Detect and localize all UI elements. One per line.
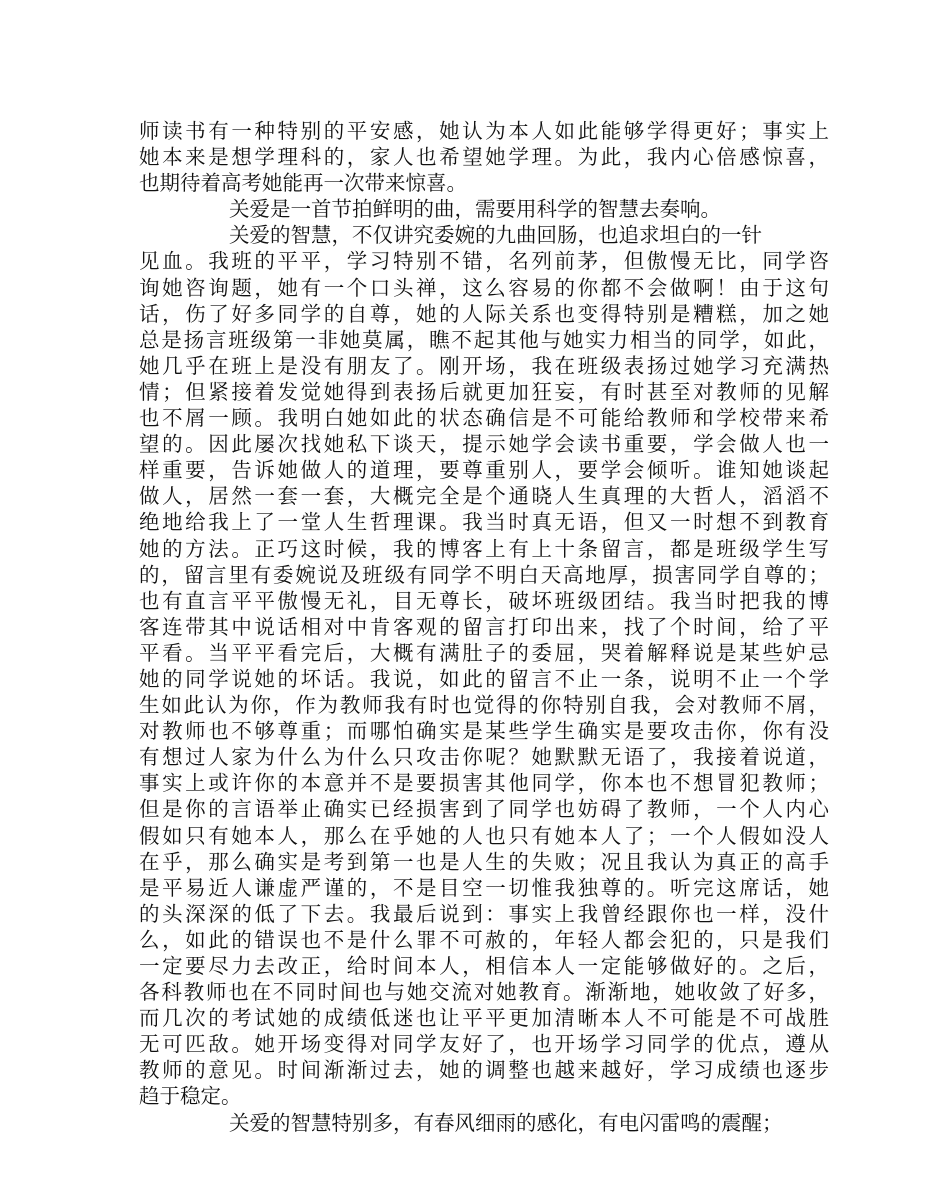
paragraph-first-line: 关爱是一首节拍鲜明的曲，需要用科学的智慧去奏响。 — [229, 197, 721, 222]
text-line: 也有直言平平傲慢无礼，目无尊长，破坏班级团结。我当时把我的博 — [139, 588, 829, 613]
text-line: 在乎，那么确实是考到第一也是人生的失败；况且我认为真正的高手 — [139, 849, 829, 874]
text-line: 的头深深的低了下去。我最后说到：事实上我曾经跟你也一样，没什 — [139, 901, 829, 926]
text-line: 望的。因此屡次找她私下谈天，提示她学会读书重要，学会做人也一 — [139, 432, 829, 457]
text-line: 假如只有她本人，那么在乎她的人也只有她本人了；一个人假如没人 — [139, 823, 829, 848]
text-line: 趋于稳定。 — [139, 1084, 242, 1109]
text-line: 她的同学说她的坏话。我说，如此的留言不止一条，说明不止一个学 — [139, 666, 829, 691]
text-line: 一定要尽力去改正，给时间本人，相信本人一定能够做好的。之后， — [139, 954, 829, 978]
paragraph-first-line: 关爱的智慧，不仅讲究委婉的九曲回肠，也追求坦白的一针 — [229, 223, 762, 248]
text-line: 做人，居然一套一套，大概完全是个通晓人生真理的大哲人，滔滔不 — [139, 484, 829, 509]
text-line: 情；但紧接着发觉她得到表扬后就更加狂妄，有时甚至对教师的见解 — [139, 379, 829, 404]
text-line: 询她咨询题，她有一个口头禅，这么容易的你都不会做啊！由于这句 — [139, 275, 829, 300]
text-line: 而几次的考试她的成绩低迷也让平平更加清晰本人不可能是不可战胜 — [139, 1006, 829, 1031]
body-text — [139, 118, 829, 1136]
text-line: 生如此认为你，作为教师我有时也觉得的你特别自我，会对教师不屑， — [139, 693, 829, 718]
text-line: 样重要，告诉她做人的道理，要尊重别人，要学会倾听。谁知她谈起 — [139, 458, 829, 483]
text-line: 也不屑一顾。我明白她如此的状态确信是不可能给教师和学校带来希 — [139, 406, 829, 431]
text-line: 有想过人家为什么为什么只攻击你呢？她默默无语了，我接着说道， — [139, 745, 829, 770]
text-line: 总是扬言班级第一非她莫属，瞧不起其他与她实力相当的同学，如此， — [139, 327, 829, 352]
text-line: 她本来是想学理科的，家人也希望她学理。为此，我内心倍感惊喜， — [139, 145, 829, 170]
text-line: 是平易近人谦虚严谨的，不是目空一切惟我独尊的。听完这席话，她 — [139, 875, 829, 900]
text-line: 事实上或许你的本意并不是要损害其他同学，你本也不想冒犯教师； — [139, 771, 829, 796]
text-line: 她几乎在班上是没有朋友了。刚开场，我在班级表扬过她学习充满热 — [139, 353, 829, 378]
text-line: 无可匹敌。她开场变得对同学友好了，也开场学习同学的优点，遵从 — [139, 1032, 829, 1057]
text-line: 各科教师也在不同时间也与她交流对她教育。渐渐地，她收敛了好多， — [139, 980, 829, 1005]
text-line: 么，如此的错误也不是什么罪不可赦的，年轻人都会犯的，只是我们 — [139, 927, 829, 952]
text-line: 见血。我班的平平，学习特别不错，名列前茅，但傲慢无比，同学咨 — [139, 249, 829, 274]
text-line: 教师的意见。时间渐渐过去，她的调整也越来越好，学习成绩也逐步 — [139, 1058, 829, 1083]
text-line: 但是你的言语举止确实已经损害到了同学也妨碍了教师，一个人内心 — [139, 797, 829, 822]
text-line: 话，伤了好多同学的自尊，她的人际关系也变得特别是糟糕，加之她 — [139, 301, 829, 326]
text-line: 师读书有一种特别的平安感，她认为本人如此能够学得更好；事实上 — [139, 119, 829, 143]
text-line: 的，留言里有委婉说及班级有同学不明白天高地厚，损害同学自尊的； — [139, 562, 829, 587]
text-line: 对教师也不够尊重；而哪怕确实是某些学生确实是要攻击你，你有没 — [139, 719, 829, 744]
text-line: 也期待着高考她能再一次带来惊喜。 — [139, 171, 467, 196]
paragraph-first-line: 关爱的智慧特别多，有春风细雨的感化，有电闪雷鸣的震醒； — [229, 1110, 783, 1135]
text-line: 她的方法。正巧这时候，我的博客上有上十条留言，都是班级学生写 — [139, 536, 829, 561]
text-line: 客连带其中说话相对中肯客观的留言打印出来，找了个时间，给了平 — [139, 614, 829, 639]
text-line: 平看。当平平看完后，大概有满肚子的委屈，哭着解释说是某些妒忌 — [139, 640, 829, 665]
text-line: 绝地给我上了一堂人生哲理课。我当时真无语，但又一时想不到教育 — [139, 510, 829, 535]
